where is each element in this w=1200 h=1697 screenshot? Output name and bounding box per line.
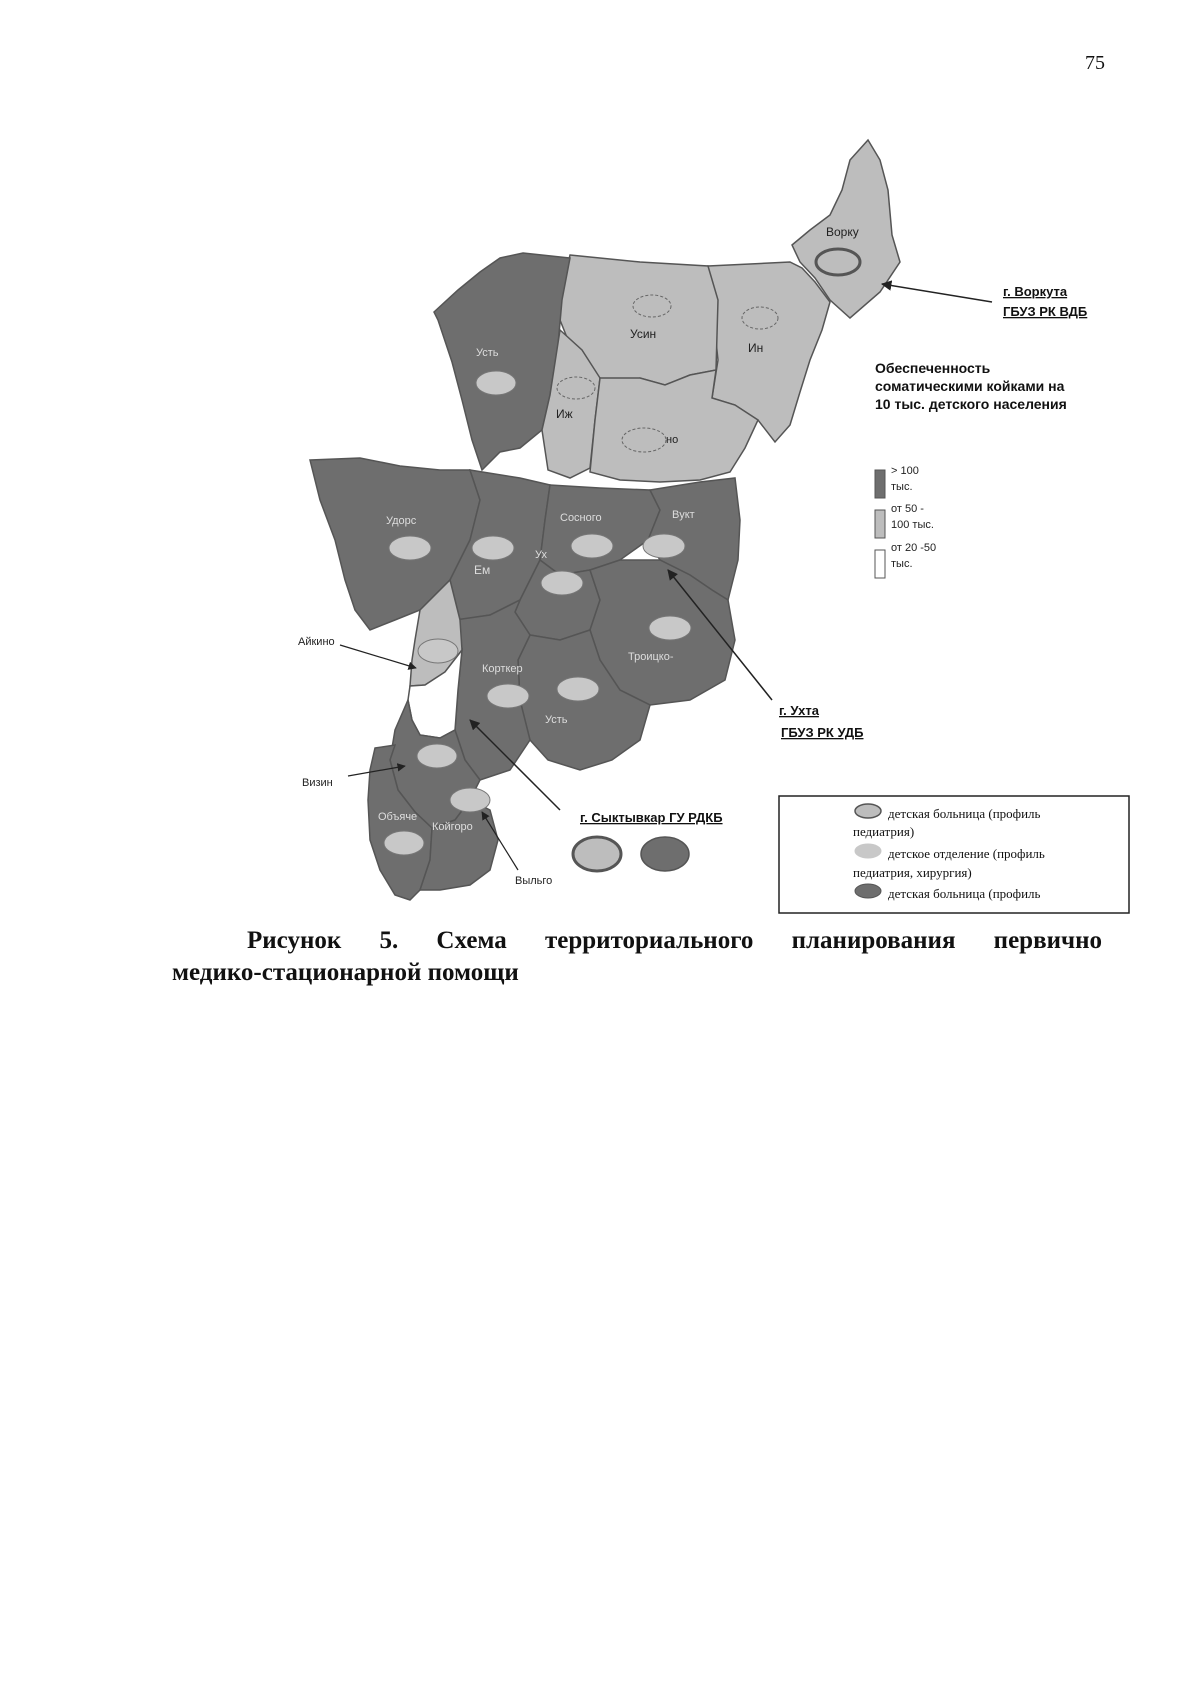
label-udora: Удорс [386, 515, 417, 527]
label-sosnogorsk: Сосного [560, 512, 602, 524]
marker-ust-kulom [557, 677, 599, 701]
marker-pechora [622, 428, 666, 452]
density-item-low-line1: от 20 -50 [891, 542, 937, 554]
figure-caption [172, 925, 1102, 989]
label-ust-kulom: Усть [545, 714, 568, 726]
density-legend-title-1: Обеспеченность [875, 360, 991, 376]
label-koygorodok: Койгоро [432, 821, 473, 833]
callout-vorkuta-line1: г. Воркута [1003, 284, 1068, 299]
density-item-mid-line1: от 50 - [891, 503, 924, 515]
label-knyazhpogost: Ем [474, 563, 491, 577]
callout-vorkuta-line2: ГБУЗ РК ВДБ [1003, 304, 1088, 319]
label-vorkuta: Ворку [826, 225, 859, 239]
density-item-high-line1: > 100 [891, 465, 919, 477]
callout-vylgort: Выльго [515, 875, 553, 887]
facility-item-1-line1: детская больница (профиль [888, 806, 1041, 821]
label-ukhta: Ух [535, 549, 547, 561]
caption-line-1 [172, 925, 1102, 957]
arrow-aikino [340, 645, 416, 668]
facility-item-3-line1: детская больница (профиль [888, 886, 1041, 901]
page-number: 75 [1085, 52, 1105, 74]
callout-aikino: Айкино [298, 636, 335, 648]
label-inta: Ин [748, 341, 764, 355]
marker-troitsko-pechorsk [649, 616, 691, 640]
density-legend-title-2: соматическими койками на [875, 378, 1065, 394]
marker-sysola [417, 744, 457, 768]
label-ust-tsilma: Усть [476, 347, 499, 359]
marker-ukhta [541, 571, 583, 595]
callout-syktyvkar: г. Сыктывкар ГУ РДКБ [580, 810, 723, 825]
label-usinsk: Усин [630, 327, 657, 341]
marker-vuktyl [643, 534, 685, 558]
label-vuktyl: Вукт [672, 509, 695, 521]
marker-knyazhpogost [472, 536, 514, 560]
facility-item-2-line1: детское отделение (профиль [888, 846, 1045, 861]
density-swatch-high [875, 470, 885, 498]
marker-priluzye [384, 831, 424, 855]
facility-item-2-line2: педиатрия, хирургия) [853, 865, 972, 880]
arrow-vorkuta [882, 284, 992, 302]
caption-line-2: медико-стационарной помощи [172, 959, 519, 986]
label-troitsko-pechorsk: Троицко- [628, 651, 674, 663]
facility-legend [779, 796, 1129, 913]
marker-usinsk [633, 295, 671, 317]
callout-ukhta-line2: ГБУЗ РК УДБ [781, 725, 864, 740]
density-swatch-mid [875, 510, 885, 538]
marker-inta [742, 307, 778, 329]
facility-swatch-1 [855, 804, 881, 818]
label-priluzye: Объяче [378, 811, 418, 823]
label-kortkeros: Корткер [482, 663, 523, 675]
marker-sosnogorsk [571, 534, 613, 558]
facility-swatch-2 [855, 844, 881, 858]
facility-swatch-3 [855, 884, 881, 898]
label-pechora: но [666, 434, 679, 446]
marker-izhma [557, 377, 595, 399]
marker-aikino [418, 639, 458, 663]
callout-vizin: Визин [302, 777, 333, 789]
caption-text-1: Рисунок 5. Схема территориального планирования первично [247, 927, 1102, 954]
density-swatch-low [875, 550, 885, 578]
marker-vylgort [450, 788, 490, 812]
label-izhma: Иж [556, 407, 573, 421]
syktyvkar-marker-high [641, 837, 689, 871]
marker-udora [389, 536, 431, 560]
marker-kortkeros [487, 684, 529, 708]
density-legend [875, 360, 1067, 578]
syktyvkar-marker-mid [573, 837, 621, 871]
density-item-high-line2: тыс. [891, 481, 913, 493]
marker-vorkuta [816, 249, 860, 275]
marker-ust-tsilma [476, 371, 516, 395]
facility-item-1-line2: педиатрия) [853, 824, 915, 839]
density-legend-title-3: 10 тыс. детского населения [875, 396, 1067, 412]
density-item-mid-line2: 100 тыс. [891, 519, 934, 531]
density-item-low-line2: тыс. [891, 558, 913, 570]
callout-ukhta-line1: г. Ухта [779, 703, 819, 718]
